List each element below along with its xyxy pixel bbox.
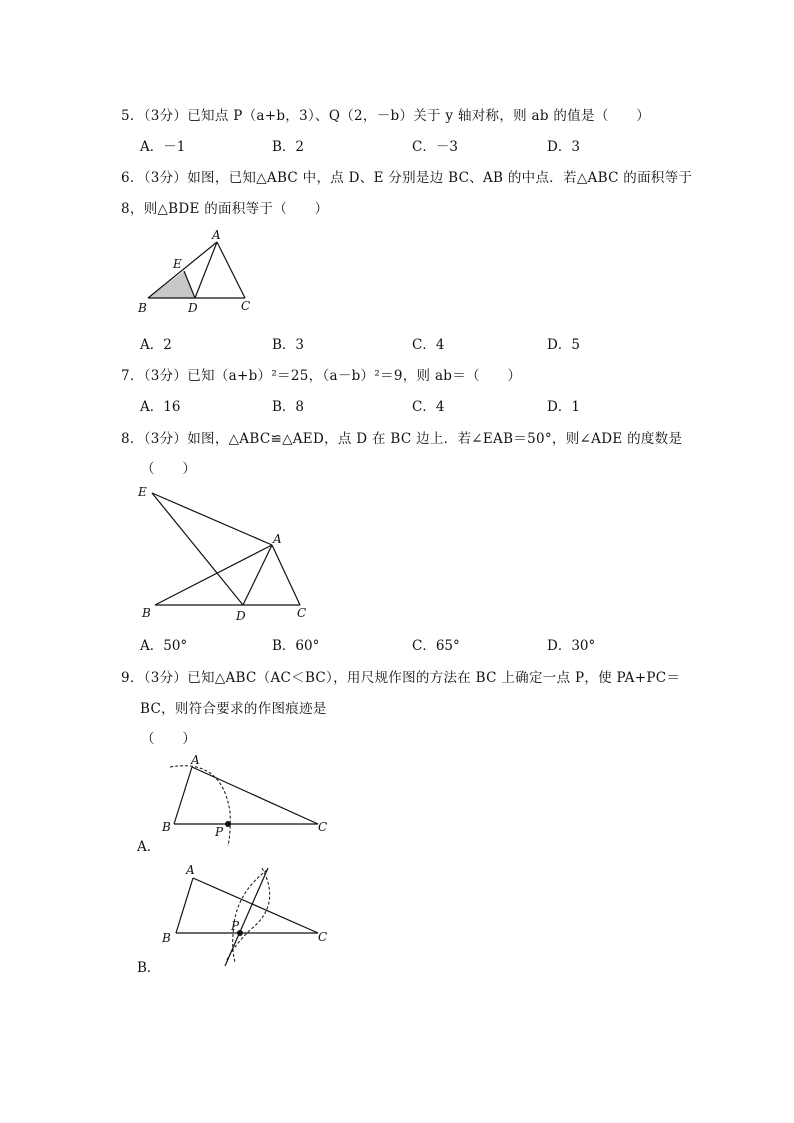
q8-label-d: D	[236, 609, 246, 623]
question-6-stem-line2: 8，则△BDE 的面积等于（ ）	[121, 201, 329, 217]
q6-label-e: E	[173, 257, 182, 271]
q6-option-b[interactable]: B．3	[272, 337, 305, 353]
question-8-stem-line1: 8．（3分）如图，△ABC≌△AED，点 D 在 BC 边上．若∠EAB＝50°，则∠ADE 的度数是	[121, 431, 683, 447]
q6-option-a[interactable]: A．2	[140, 337, 172, 353]
q6-label-d: D	[188, 301, 198, 315]
q8-option-c[interactable]: C．65°	[412, 638, 460, 654]
question-5-stem: 5．（3分）已知点 P（a+b，3）、Q（2，－b）关于 y 轴对称，则 ab 的值是（ ）	[121, 108, 651, 124]
q6-label-b: B	[138, 301, 147, 315]
q9a-label-c: C	[318, 820, 328, 834]
q9-option-a[interactable]: A．	[137, 839, 161, 855]
question-7-stem: 7．（3分）已知（a+b）²＝25，（a－b）²＝9，则 ab＝（ ）	[121, 368, 522, 384]
question-9-stem-line2: BC，则符合要求的作图痕迹是	[140, 701, 327, 717]
question-6-stem-line1: 6．（3分）如图，已知△ABC 中，点 D、E 分别是边 BC、AB 的中点．若△ABC 的面积等于	[121, 170, 693, 186]
q9a-label-b: B	[162, 820, 171, 834]
q8-option-d[interactable]: D．30°	[547, 638, 596, 654]
q8-option-a[interactable]: A．50°	[140, 638, 188, 654]
question-9-stem-line3: （ ）	[141, 731, 197, 747]
q9a-label-p: P	[215, 825, 224, 839]
q5-option-a[interactable]: A．－1	[140, 139, 186, 155]
question-8-stem-line2: （ ）	[141, 461, 197, 477]
q5-option-d[interactable]: D．3	[547, 139, 580, 155]
q9b-label-p: P	[231, 919, 240, 933]
q7-option-c[interactable]: C．4	[412, 399, 445, 415]
q6-label-c: C	[241, 299, 251, 313]
q7-option-a[interactable]: A．16	[140, 399, 181, 415]
q9b-label-a: A	[186, 863, 195, 877]
q5-option-b[interactable]: B．2	[272, 139, 305, 155]
q7-option-b[interactable]: B．8	[272, 399, 305, 415]
question-9-stem-line1: 9．（3分）已知△ABC（AC＜BC），用尺规作图的方法在 BC 上确定一点 P，使 PA+PC＝	[121, 670, 681, 686]
q8-label-b: B	[142, 606, 151, 620]
q5-option-c[interactable]: C．－3	[412, 139, 458, 155]
q6-option-c[interactable]: C．4	[412, 337, 445, 353]
q9b-label-b: B	[162, 931, 171, 945]
q6-label-a: A	[212, 228, 221, 242]
q8-label-c: C	[297, 606, 307, 620]
q6-option-d[interactable]: D．5	[547, 337, 580, 353]
q9b-label-c: C	[318, 930, 328, 944]
q9-option-b[interactable]: B．	[137, 960, 161, 976]
q8-label-a: A	[273, 532, 282, 546]
q9a-label-a: A	[191, 753, 200, 767]
q7-option-d[interactable]: D．1	[547, 399, 580, 415]
q8-option-b[interactable]: B．60°	[272, 638, 320, 654]
q8-label-e: E	[138, 485, 147, 499]
